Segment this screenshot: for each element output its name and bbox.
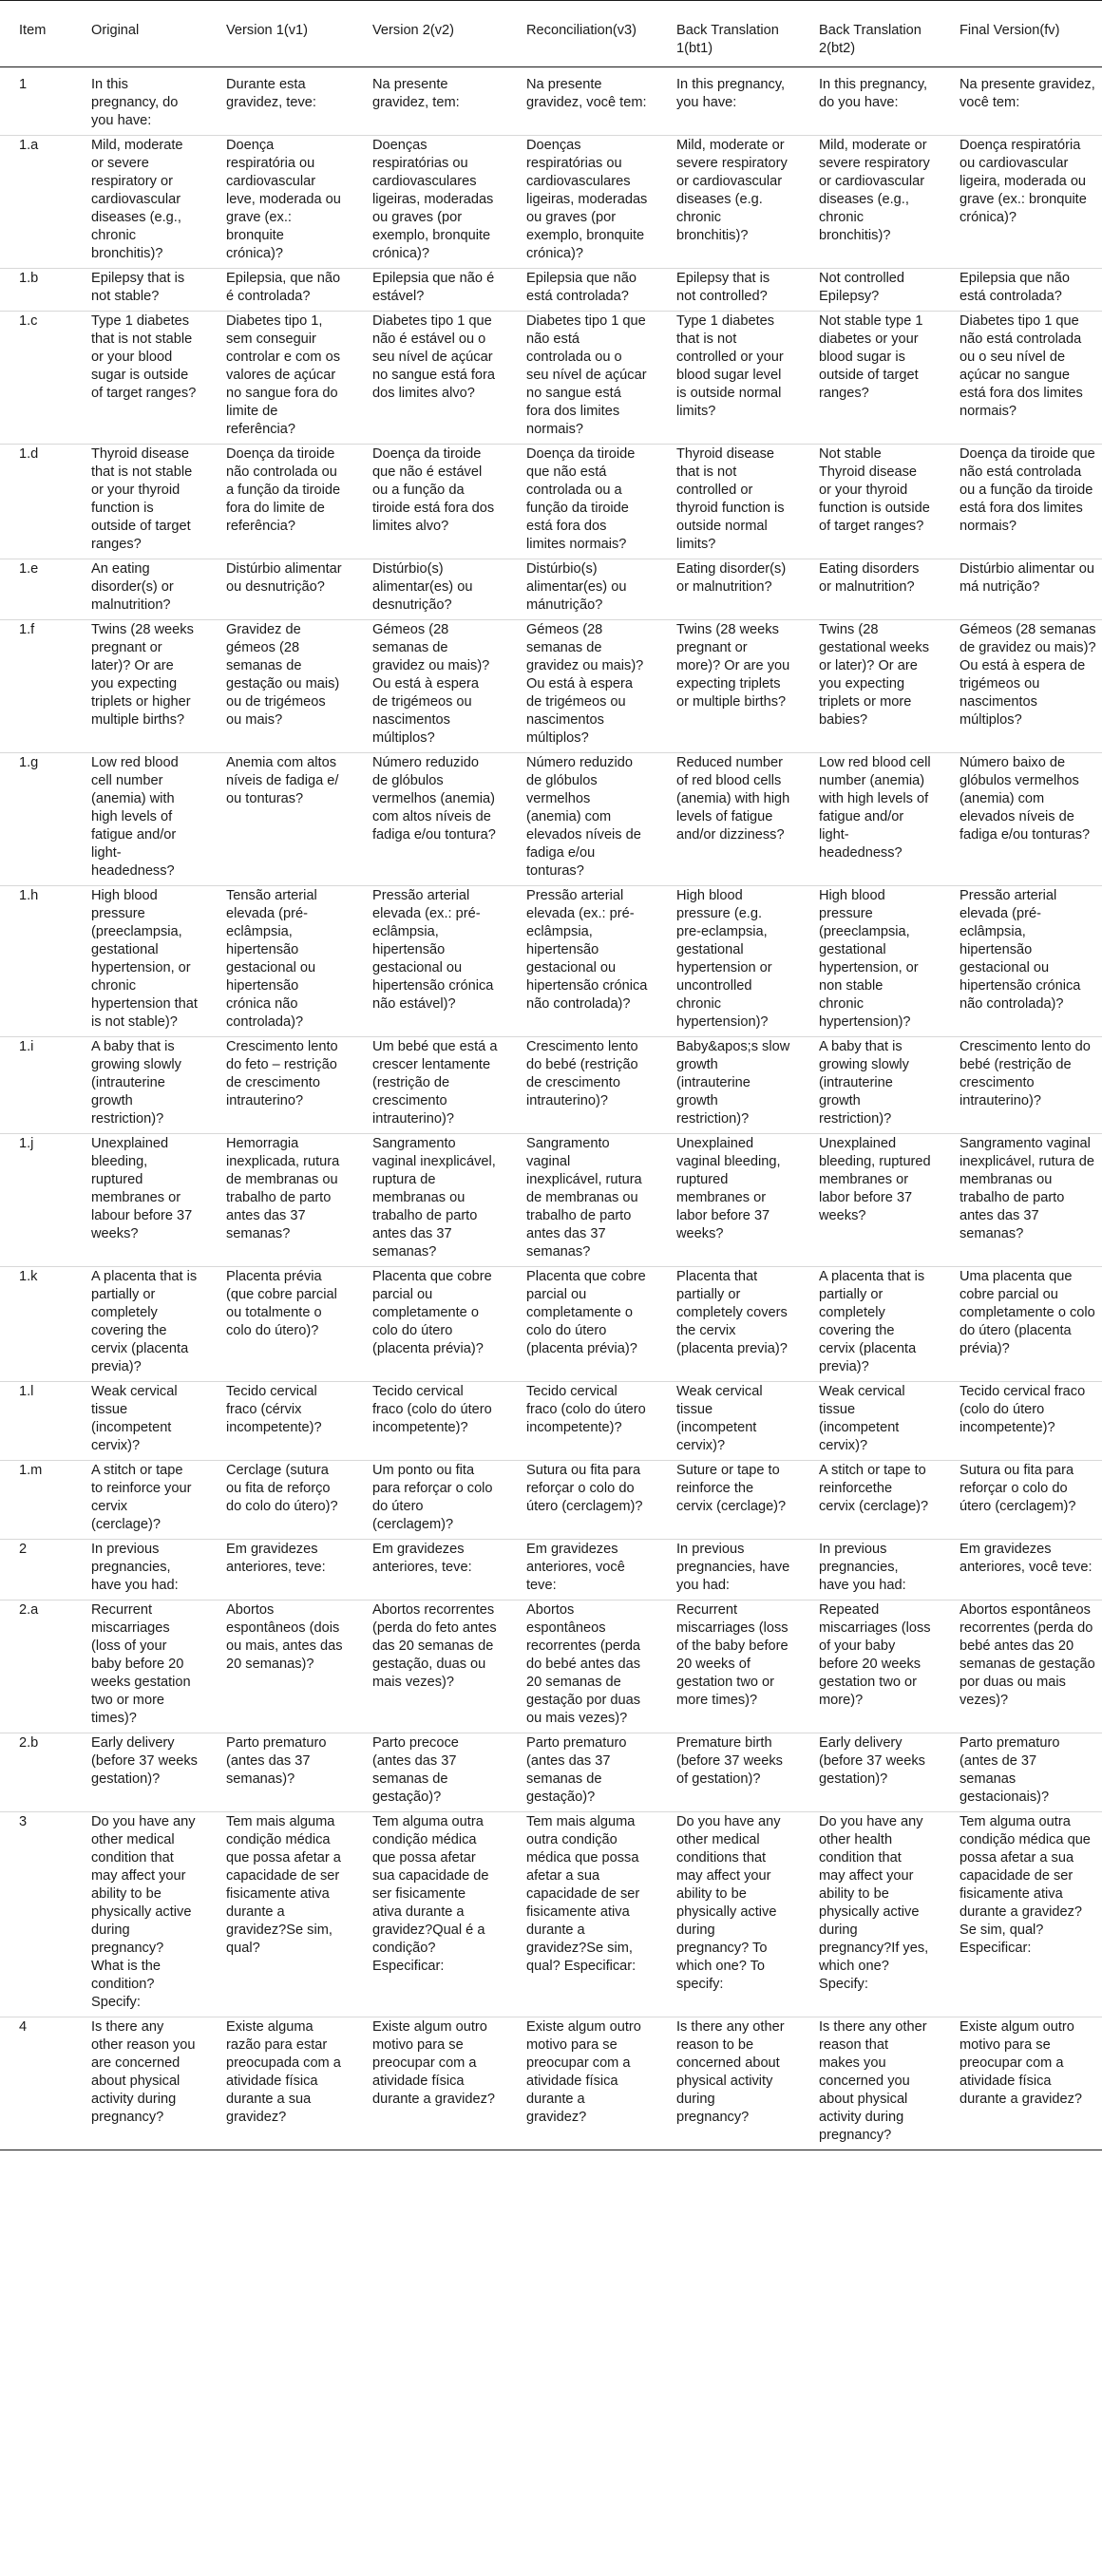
version-2-cell: Tecido cervical fraco (colo do útero incompetente)? <box>350 1382 504 1461</box>
back-translation-2-cell: A placenta that is partially or completely covering the cervix (placenta previa)? <box>796 1267 937 1382</box>
final-version-cell: Existe algum outro motivo para se preocupar com a atividade física durante a gravidez? <box>937 2017 1102 2150</box>
back-translation-1-cell: Premature birth (before 37 weeks of gestation)? <box>654 1733 796 1812</box>
reconciliation-cell: Abortos espontâneos recorrentes (perda do bebé antes das 20 semanas de gestação por duas ou mais vezes)? <box>504 1601 654 1733</box>
reconciliation-cell: Tecido cervical fraco (colo do útero incompetente)? <box>504 1382 654 1461</box>
version-2-cell: Sangramento vaginal inexplicável, ruptura de membranas ou trabalho de parto antes das 37 semanas? <box>350 1134 504 1267</box>
item-cell: 1.b <box>0 269 68 312</box>
back-translation-1-cell: Baby&apos;s slow growth (intrauterine growth restriction)? <box>654 1037 796 1134</box>
original-cell: In previous pregnancies, have you had: <box>68 1540 203 1601</box>
original-cell: Twins (28 weeks pregnant or later)? Or are you expecting triplets or higher multiple births? <box>68 620 203 753</box>
table-row <box>0 2017 1102 2150</box>
version-1-cell: Parto prematuro (antes das 37 semanas)? <box>203 1733 350 1812</box>
original-cell: A baby that is growing slowly (intrauterine growth restriction)? <box>68 1037 203 1134</box>
item-cell: 1.j <box>0 1134 68 1267</box>
back-translation-1-cell: Recurrent miscarriages (loss of the baby before 20 weeks of gestation two or more times)? <box>654 1601 796 1733</box>
item-cell: 1.k <box>0 1267 68 1382</box>
back-translation-1-cell: Mild, moderate or severe respiratory or cardiovascular diseases (e.g. chronic bronchitis)? <box>654 136 796 269</box>
back-translation-2-cell: Not controlled Epilepsy? <box>796 269 937 312</box>
version-2-cell: Um ponto ou fita para reforçar o colo do útero (cerclagem)? <box>350 1461 504 1540</box>
table-row <box>0 312 1102 445</box>
back-translation-2-cell: Eating disorders or malnutrition? <box>796 559 937 620</box>
table-row <box>0 445 1102 559</box>
table-row <box>0 1382 1102 1461</box>
reconciliation-cell: Sutura ou fita para reforçar o colo do útero (cerclagem)? <box>504 1461 654 1540</box>
table-row <box>0 1037 1102 1134</box>
back-translation-1-cell: Type 1 diabetes that is not controlled or your blood sugar level is outside normal limits? <box>654 312 796 445</box>
item-cell: 2 <box>0 1540 68 1601</box>
version-1-cell: Abortos espontâneos (dois ou mais, antes das 20 semanas)? <box>203 1601 350 1733</box>
back-translation-2-cell: Weak cervical tissue (incompetent cervix)? <box>796 1382 937 1461</box>
version-2-cell: Existe algum outro motivo para se preocupar com a atividade física durante a gravidez? <box>350 2017 504 2150</box>
version-1-cell: Tensão arterial elevada (pré-eclâmpsia, hipertensão gestacional ou hipertensão crónica não controlada)? <box>203 886 350 1037</box>
table-row <box>0 1267 1102 1382</box>
back-translation-1-cell: Do you have any other medical conditions that may affect your ability to be physically active during pregnancy? To which one? To specify: <box>654 1812 796 2017</box>
reconciliation-cell: Em gravidezes anteriores, você teve: <box>504 1540 654 1601</box>
back-translation-2-cell: Is there any other reason that makes you concerned you about physical activity during pregnancy? <box>796 2017 937 2150</box>
reconciliation-cell: Doenças respiratórias ou cardiovasculares ligeiras, moderadas ou graves (por exemplo, bronquite crónica)? <box>504 136 654 269</box>
final-version-cell: Tem alguma outra condição médica que possa afetar a sua capacidade de ser fisicamente ativa durante a gravidez? Se sim, qual? Especificar: <box>937 1812 1102 2017</box>
original-cell: Type 1 diabetes that is not stable or your blood sugar is outside of target ranges? <box>68 312 203 445</box>
back-translation-1-cell: Eating disorder(s) or malnutrition? <box>654 559 796 620</box>
table-header-row <box>0 1 1102 67</box>
back-translation-2-cell: Do you have any other health condition that may affect your ability to be physically active during pregnancy?If yes, which one? Specify: <box>796 1812 937 2017</box>
original-cell: In this pregnancy, do you have: <box>68 67 203 136</box>
final-version-cell: Parto prematuro (antes de 37 semanas gestacionais)? <box>937 1733 1102 1812</box>
back-translation-2-cell: Twins (28 gestational weeks or later)? Or are you expecting triplets or more babies? <box>796 620 937 753</box>
version-1-cell: Diabetes tipo 1, sem conseguir controlar e com os valores de açúcar no sangue fora do limite de referência? <box>203 312 350 445</box>
original-cell: Do you have any other medical condition that may affect your ability to be physically active during pregnancy? What is the condition? Specify: <box>68 1812 203 2017</box>
final-version-cell: Na presente gravidez, você tem: <box>937 67 1102 136</box>
original-cell: Weak cervical tissue (incompetent cervix)? <box>68 1382 203 1461</box>
original-cell: An eating disorder(s) or malnutrition? <box>68 559 203 620</box>
version-1-cell: Epilepsia, que não é controlada? <box>203 269 350 312</box>
reconciliation-cell: Diabetes tipo 1 que não está controlada ou o seu nível de açúcar no sangue está fora dos limites normais? <box>504 312 654 445</box>
version-1-cell: Distúrbio alimentar ou desnutrição? <box>203 559 350 620</box>
final-version-cell: Número baixo de glóbulos vermelhos (anemia) com elevados níveis de fadiga e/ou tonturas? <box>937 753 1102 886</box>
back-translation-1-cell: Thyroid disease that is not controlled or thyroid function is outside normal limits? <box>654 445 796 559</box>
version-2-cell: Doenças respiratórias ou cardiovasculares ligeiras, moderadas ou graves (por exemplo, bronquite crónica)? <box>350 136 504 269</box>
original-cell: A placenta that is partially or completely covering the cervix (placenta previa)? <box>68 1267 203 1382</box>
reconciliation-cell: Na presente gravidez, você tem: <box>504 67 654 136</box>
version-2-cell: Diabetes tipo 1 que não é estável ou o seu nível de açúcar no sangue está fora dos limites alvo? <box>350 312 504 445</box>
table-row <box>0 886 1102 1037</box>
header-original: Original <box>68 1 203 67</box>
reconciliation-cell: Pressão arterial elevada (ex.: pré-eclâmpsia, hipertensão gestacional ou hipertensão crónica não controlada)? <box>504 886 654 1037</box>
back-translation-2-cell: Repeated miscarriages (loss of your baby before 20 weeks gestation two or more)? <box>796 1601 937 1733</box>
back-translation-2-cell: Not stable type 1 diabetes or your blood sugar is outside of target ranges? <box>796 312 937 445</box>
back-translation-2-cell: In this pregnancy, do you have: <box>796 67 937 136</box>
version-1-cell: Gravidez de gémeos (28 semanas de gestação ou mais) ou de trigémeos ou mais? <box>203 620 350 753</box>
back-translation-2-cell: In previous pregnancies, have you had: <box>796 1540 937 1601</box>
item-cell: 3 <box>0 1812 68 2017</box>
version-2-cell: Pressão arterial elevada (ex.: pré-eclâmpsia, hipertensão gestacional ou hipertensão crónica não estável)? <box>350 886 504 1037</box>
item-cell: 1.c <box>0 312 68 445</box>
table-row <box>0 753 1102 886</box>
item-cell: 1.g <box>0 753 68 886</box>
original-cell: Mild, moderate or severe respiratory or cardiovascular diseases (e.g., chronic bronchitis)? <box>68 136 203 269</box>
header-back-translation-2: Back Translation 2(bt2) <box>796 1 937 67</box>
version-2-cell: Parto precoce (antes das 37 semanas de gestação)? <box>350 1733 504 1812</box>
table-body <box>0 67 1102 2150</box>
item-cell: 1 <box>0 67 68 136</box>
item-cell: 2.b <box>0 1733 68 1812</box>
final-version-cell: Abortos espontâneos recorrentes (perda do bebé antes das 20 semanas de gestação por duas ou mais vezes)? <box>937 1601 1102 1733</box>
original-cell: Is there any other reason you are concerned about physical activity during pregnancy? <box>68 2017 203 2150</box>
reconciliation-cell: Número reduzido de glóbulos vermelhos (anemia) com elevados níveis de fadiga e/ou tonturas? <box>504 753 654 886</box>
back-translation-1-cell: Suture or tape to reinforce the cervix (cerclage)? <box>654 1461 796 1540</box>
item-cell: 1.h <box>0 886 68 1037</box>
version-2-cell: Gémeos (28 semanas de gravidez ou mais)? Ou está à espera de trigémeos ou nascimentos múltiplos? <box>350 620 504 753</box>
version-2-cell: Na presente gravidez, tem: <box>350 67 504 136</box>
back-translation-1-cell: High blood pressure (e.g. pre-eclampsia, gestational hypertension or uncontrolled chronic hypertension)? <box>654 886 796 1037</box>
final-version-cell: Doença respiratória ou cardiovascular ligeira, moderada ou grave (ex.: bronquite crónica)? <box>937 136 1102 269</box>
version-1-cell: Doença da tiroide não controlada ou a função da tiroide fora do limite de referência? <box>203 445 350 559</box>
version-1-cell: Tecido cervical fraco (cérvix incompetente)? <box>203 1382 350 1461</box>
version-1-cell: Cerclage (sutura ou fita de reforço do colo do útero)? <box>203 1461 350 1540</box>
reconciliation-cell: Parto prematuro (antes das 37 semanas de gestação)? <box>504 1733 654 1812</box>
reconciliation-cell: Sangramento vaginal inexplicável, rutura de membranas ou trabalho de parto antes das 37 semanas? <box>504 1134 654 1267</box>
version-1-cell: Hemorragia inexplicada, rutura de membranas ou trabalho de parto antes das 37 semanas? <box>203 1134 350 1267</box>
version-2-cell: Abortos recorrentes (perda do feto antes das 20 semanas de gestação, duas ou mais vezes)? <box>350 1601 504 1733</box>
final-version-cell: Em gravidezes anteriores, você teve: <box>937 1540 1102 1601</box>
final-version-cell: Diabetes tipo 1 que não está controlada ou o seu nível de açúcar no sangue está fora dos limites normais? <box>937 312 1102 445</box>
original-cell: Recurrent miscarriages (loss of your baby before 20 weeks gestation two or more times)? <box>68 1601 203 1733</box>
table-row <box>0 1812 1102 2017</box>
version-2-cell: Epilepsia que não é estável? <box>350 269 504 312</box>
original-cell: Thyroid disease that is not stable or your thyroid function is outside of target ranges? <box>68 445 203 559</box>
final-version-cell: Gémeos (28 semanas de gravidez ou mais)? Ou está à espera de trigémeos ou nascimentos múltiplos? <box>937 620 1102 753</box>
version-1-cell: Durante esta gravidez, teve: <box>203 67 350 136</box>
final-version-cell: Sutura ou fita para reforçar o colo do útero (cerclagem)? <box>937 1461 1102 1540</box>
back-translation-1-cell: Is there any other reason to be concerned about physical activity during pregnancy? <box>654 2017 796 2150</box>
original-cell: Unexplained bleeding, ruptured membranes or labour before 37 weeks? <box>68 1134 203 1267</box>
back-translation-2-cell: Not stable Thyroid disease or your thyroid function is outside of target ranges? <box>796 445 937 559</box>
reconciliation-cell: Existe algum outro motivo para se preocupar com a atividade física durante a gravidez? <box>504 2017 654 2150</box>
final-version-cell: Uma placenta que cobre parcial ou completamente o colo do útero (placenta prévia)? <box>937 1267 1102 1382</box>
version-1-cell: Crescimento lento do feto – restrição de crescimento intrauterino? <box>203 1037 350 1134</box>
item-cell: 4 <box>0 2017 68 2150</box>
item-cell: 2.a <box>0 1601 68 1733</box>
final-version-cell: Doença da tiroide que não está controlada ou a função da tiroide está fora dos limites normais? <box>937 445 1102 559</box>
reconciliation-cell: Gémeos (28 semanas de gravidez ou mais)? Ou está à espera de trigémeos ou nascimentos múltiplos? <box>504 620 654 753</box>
table-row <box>0 1134 1102 1267</box>
table-row <box>0 620 1102 753</box>
final-version-cell: Sangramento vaginal inexplicável, rutura de membranas ou trabalho de parto antes das 37 semanas? <box>937 1134 1102 1267</box>
original-cell: Early delivery (before 37 weeks gestation)? <box>68 1733 203 1812</box>
table-row <box>0 136 1102 269</box>
reconciliation-cell: Tem mais alguma outra condição médica que possa afetar a sua capacidade de ser fisicamente ativa durante a gravidez?Se sim, qual? Especificar: <box>504 1812 654 2017</box>
table-row <box>0 1461 1102 1540</box>
reconciliation-cell: Distúrbio(s) alimentar(es) ou mánutrição? <box>504 559 654 620</box>
back-translation-1-cell: Placenta that partially or completely covers the cervix (placenta previa)? <box>654 1267 796 1382</box>
final-version-cell: Epilepsia que não está controlada? <box>937 269 1102 312</box>
table-row <box>0 1733 1102 1812</box>
final-version-cell: Tecido cervical fraco (colo do útero incompetente)? <box>937 1382 1102 1461</box>
item-cell: 1.m <box>0 1461 68 1540</box>
table-row <box>0 1601 1102 1733</box>
reconciliation-cell: Placenta que cobre parcial ou completamente o colo do útero (placenta prévia)? <box>504 1267 654 1382</box>
back-translation-2-cell: A stitch or tape to reinforcethe cervix (cerclage)? <box>796 1461 937 1540</box>
version-2-cell: Número reduzido de glóbulos vermelhos (anemia) com altos níveis de fadiga e/ou tontura? <box>350 753 504 886</box>
version-2-cell: Distúrbio(s) alimentar(es) ou desnutrição? <box>350 559 504 620</box>
header-back-translation-1: Back Translation 1(bt1) <box>654 1 796 67</box>
version-1-cell: Em gravidezes anteriores, teve: <box>203 1540 350 1601</box>
original-cell: High blood pressure (preeclampsia, gestational hypertension, or chronic hypertension that is not stable)? <box>68 886 203 1037</box>
original-cell: A stitch or tape to reinforce your cervix (cerclage)? <box>68 1461 203 1540</box>
final-version-cell: Pressão arterial elevada (pré-eclâmpsia, hipertensão gestacional ou hipertensão crónica não controlada)? <box>937 886 1102 1037</box>
version-1-cell: Placenta prévia (que cobre parcial ou totalmente o colo do útero)? <box>203 1267 350 1382</box>
item-cell: 1.f <box>0 620 68 753</box>
item-cell: 1.l <box>0 1382 68 1461</box>
version-1-cell: Existe alguma razão para estar preocupada com a atividade física durante a sua gravidez? <box>203 2017 350 2150</box>
header-version-1: Version 1(v1) <box>203 1 350 67</box>
version-1-cell: Doença respiratória ou cardiovascular leve, moderada ou grave (ex.: bronquite crónica)? <box>203 136 350 269</box>
back-translation-1-cell: In previous pregnancies, have you had: <box>654 1540 796 1601</box>
back-translation-2-cell: Early delivery (before 37 weeks gestation)? <box>796 1733 937 1812</box>
version-2-cell: Tem alguma outra condição médica que possa afetar sua capacidade de ser fisicamente ativa durante a gravidez?Qual é a condição? Especificar: <box>350 1812 504 2017</box>
version-2-cell: Doença da tiroide que não é estável ou a função da tiroide está fora dos limites alvo? <box>350 445 504 559</box>
table-row <box>0 269 1102 312</box>
reconciliation-cell: Epilepsia que não está controlada? <box>504 269 654 312</box>
table-row <box>0 1540 1102 1601</box>
back-translation-2-cell: Unexplained bleeding, ruptured membranes or labor before 37 weeks? <box>796 1134 937 1267</box>
back-translation-1-cell: Epilepsy that is not controlled? <box>654 269 796 312</box>
version-1-cell: Anemia com altos níveis de fadiga e/ ou tonturas? <box>203 753 350 886</box>
version-2-cell: Um bebé que está a crescer lentamente (restrição de crescimento intrauterino)? <box>350 1037 504 1134</box>
final-version-cell: Crescimento lento do bebé (restrição de crescimento intrauterino)? <box>937 1037 1102 1134</box>
header-item: Item <box>0 1 68 67</box>
reconciliation-cell: Doença da tiroide que não está controlada ou a função da tiroide está fora dos limites normais? <box>504 445 654 559</box>
final-version-cell: Distúrbio alimentar ou má nutrição? <box>937 559 1102 620</box>
version-2-cell: Placenta que cobre parcial ou completamente o colo do útero (placenta prévia)? <box>350 1267 504 1382</box>
item-cell: 1.e <box>0 559 68 620</box>
back-translation-1-cell: Reduced number of red blood cells (anemia) with high levels of fatigue and/or dizziness? <box>654 753 796 886</box>
back-translation-2-cell: Low red blood cell number (anemia) with high levels of fatigue and/or light-headedness? <box>796 753 937 886</box>
back-translation-2-cell: A baby that is growing slowly (intrauterine growth restriction)? <box>796 1037 937 1134</box>
back-translation-1-cell: Twins (28 weeks pregnant or more)? Or are you expecting triplets or multiple births? <box>654 620 796 753</box>
table-row <box>0 559 1102 620</box>
header-reconciliation: Reconciliation(v3) <box>504 1 654 67</box>
original-cell: Epilepsy that is not stable? <box>68 269 203 312</box>
version-2-cell: Em gravidezes anteriores, teve: <box>350 1540 504 1601</box>
item-cell: 1.a <box>0 136 68 269</box>
reconciliation-cell: Crescimento lento do bebé (restrição de crescimento intrauterino)? <box>504 1037 654 1134</box>
version-1-cell: Tem mais alguma condição médica que possa afetar a capacidade de ser fisicamente ativa durante a gravidez?Se sim, qual? <box>203 1812 350 2017</box>
item-cell: 1.d <box>0 445 68 559</box>
original-cell: Low red blood cell number (anemia) with high levels of fatigue and/or light-headedness? <box>68 753 203 886</box>
item-cell: 1.i <box>0 1037 68 1134</box>
table-row <box>0 67 1102 136</box>
header-version-2: Version 2(v2) <box>350 1 504 67</box>
back-translation-1-cell: Unexplained vaginal bleeding, ruptured membranes or labor before 37 weeks? <box>654 1134 796 1267</box>
back-translation-2-cell: Mild, moderate or severe respiratory or cardiovascular diseases (e.g., chronic bronchitis)? <box>796 136 937 269</box>
back-translation-1-cell: In this pregnancy, you have: <box>654 67 796 136</box>
back-translation-2-cell: High blood pressure (preeclampsia, gestational hypertension, or non stable chronic hypertension)? <box>796 886 937 1037</box>
back-translation-1-cell: Weak cervical tissue (incompetent cervix)? <box>654 1382 796 1461</box>
header-final-version: Final Version(fv) <box>937 1 1102 67</box>
